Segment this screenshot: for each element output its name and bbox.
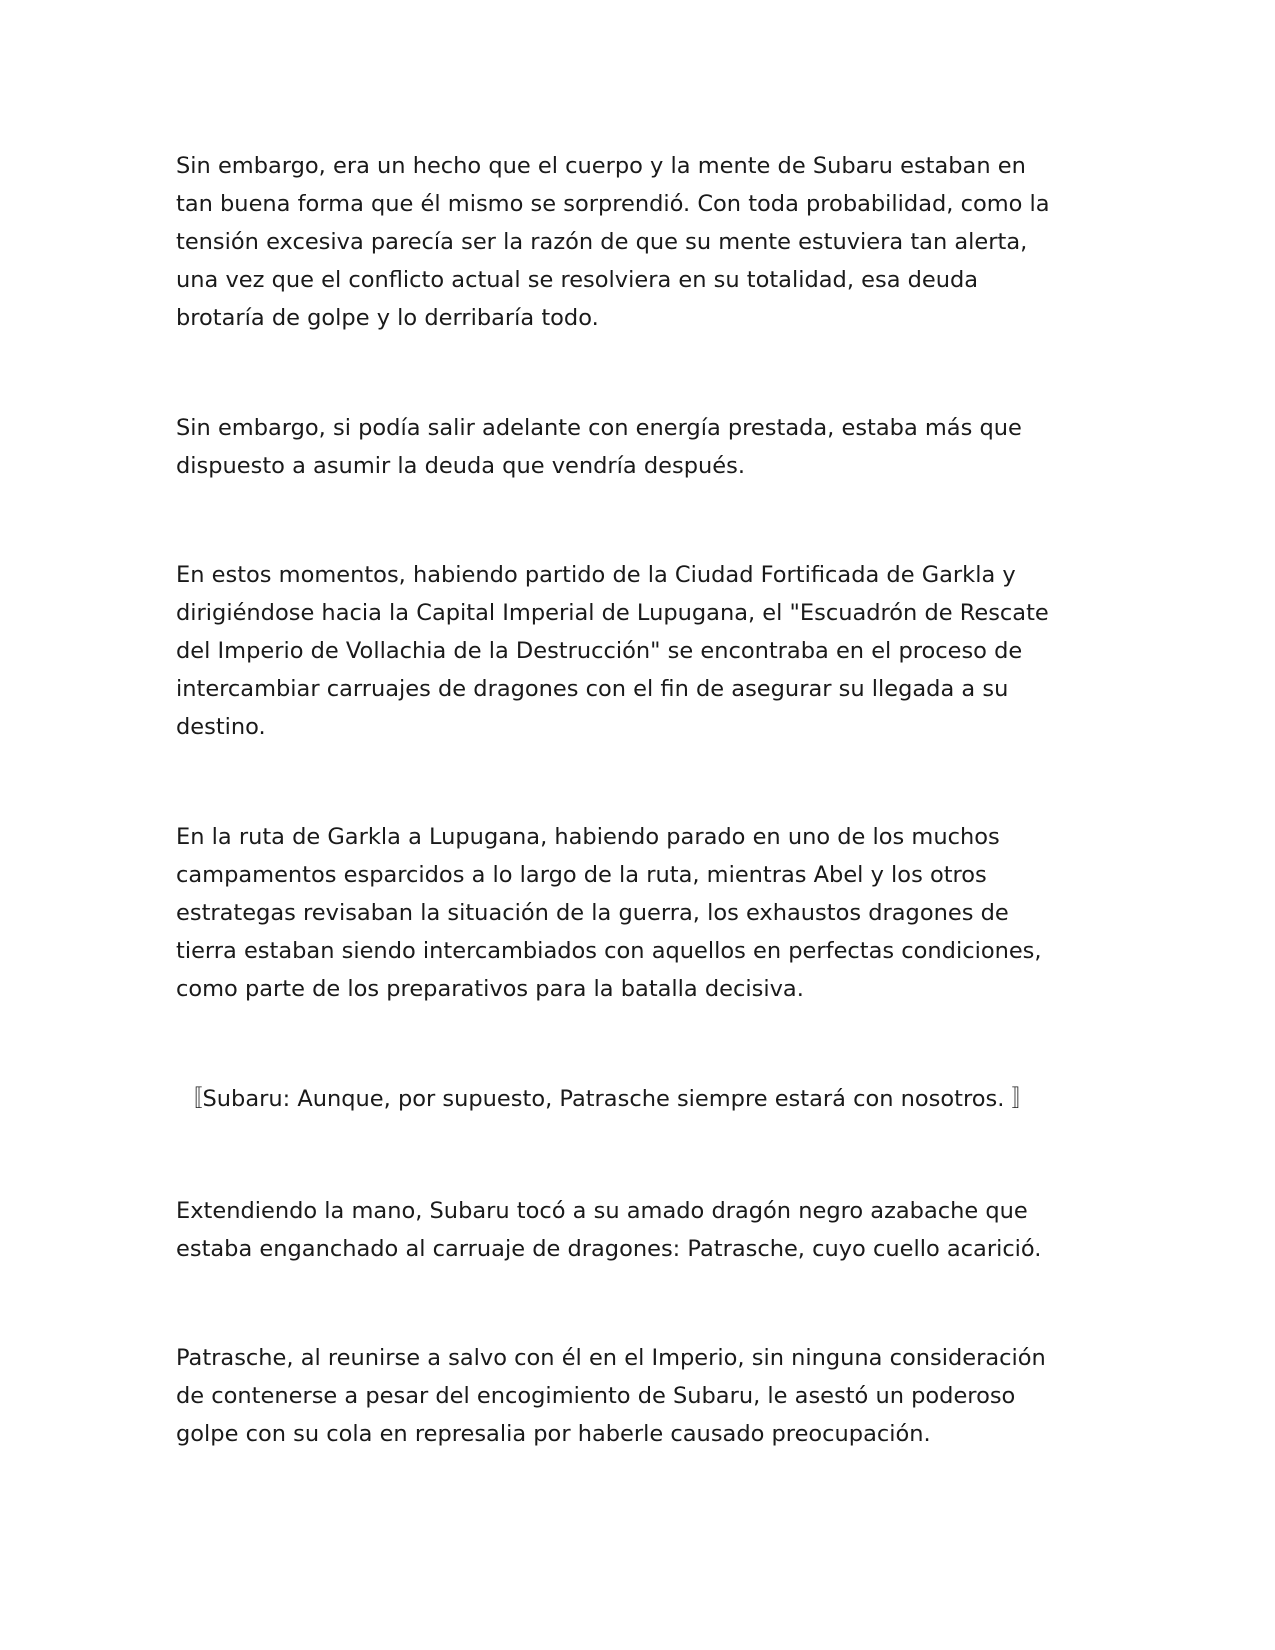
paragraph-2: Sin embargo, si podía salir adelante con energía prestada, estaba más que dispuesto a asumir la deuda que vendría después.	[176, 415, 1022, 479]
paragraph-6: Extendiendo la mano, Subaru tocó a su amado dragón negro azabache que estaba enganchado al carruaje de dragones: Patrasche, cuyo cuello acarició.	[176, 1198, 1042, 1262]
paragraph-4: En la ruta de Garkla a Lupugana, habiendo parado en uno de los muchos campamentos esparcidos a lo largo de la ruta, mientras Abel y los otros estrategas revisaban la situación de la guerra, los exhaustos dragones de tierra estaban siendo intercambiados con aquellos en perfectas condiciones, como parte de los preparativos para la batalla decisiva.	[176, 824, 1042, 1002]
paragraph-3: En estos momentos, habiendo partido de la Ciudad Fortificada de Garkla y dirigiéndose hacia la Capital Imperial de Lupugana, el "Escuadrón de Rescate del Imperio de Vollachia de la Destrucción" se encontraba en el proceso de intercambiar carruajes de dragones con el fin de asegurar su llegada a su destino.	[176, 562, 1049, 740]
paragraph-1: Sin embargo, era un hecho que el cuerpo y la mente de Subaru estaban en tan buena forma que él mismo se sorprendió. Con toda probabilidad, como la tensión excesiva parecía ser la razón de que su mente estuviera tan alerta, una vez que el conflicto actual se resolviera en su totalidad, esa deuda brotaría de golpe y lo derribaría todo.	[176, 153, 1050, 331]
paragraph-7: Patrasche, al reunirse a salvo con él en el Imperio, sin ninguna consideración de contenerse a pesar del encogimiento de Subaru, le asestó un poderoso golpe con su cola en represalia por haberle causado preocupación.	[176, 1345, 1046, 1447]
dialogue-line: 〚Subaru: Aunque, por supuesto, Patrasche siempre estará con nosotros. 〛	[180, 1086, 1035, 1112]
